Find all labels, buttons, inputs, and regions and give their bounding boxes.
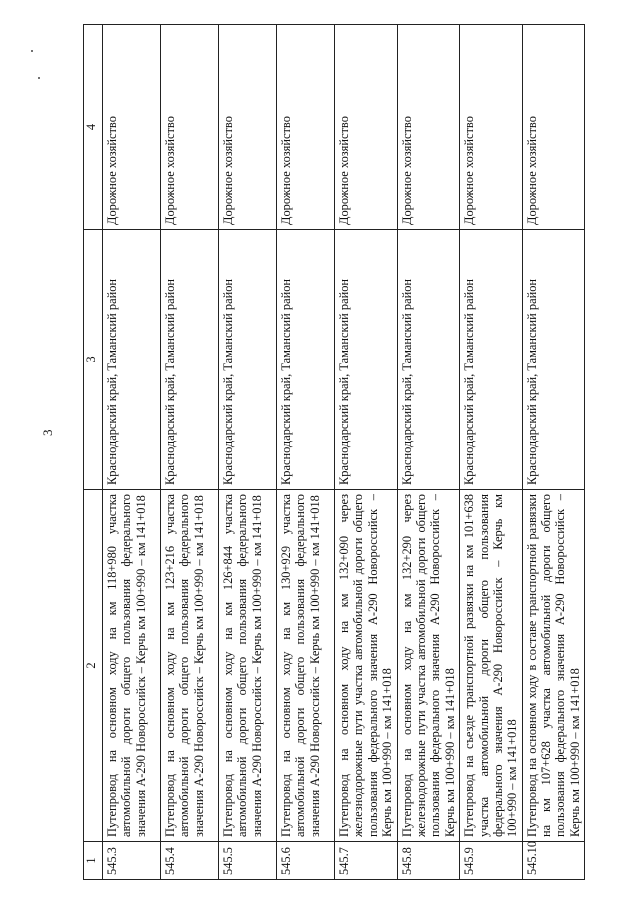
row-number: 545.4 [161,842,219,880]
object-category: Дорожное хозяйство [219,25,277,230]
row-number: 545.8 [397,842,460,880]
table-row [103,25,161,880]
object-location: Краснодарский край, Таманский район [522,230,585,490]
object-category: Дорожное хозяйство [522,25,585,230]
object-category: Дорожное хозяйство [460,25,523,230]
page-number: 3 [40,429,55,436]
table-row [161,25,219,880]
table-row [277,25,335,880]
column-header-3: 3 [84,230,103,490]
row-number: 545.9 [460,842,523,880]
object-description: Путепровод на основном ходу на км 130+929 участка автомобильной дороги общего пользования федерального значения А-290 Новороссийск – Керчь км 100+990 – км 141+018 [277,490,335,842]
object-description: Путепровод на съезде транспортной развязки на км 101+638 участка автомобильной дороги общего пользования федерального значения А-290 Новороссийск – Керчь км 100+990 – км 141+018 [460,490,523,842]
object-description: Путепровод на основном ходу на км 132+290 через железнодорожные пути участка автомобильной дороги общего пользования федерального значения А-290 Новороссийск – Керчь км 100+990 – км 141+018 [397,490,460,842]
row-number: 545.10 [522,842,585,880]
object-location: Краснодарский край, Таманский район [277,230,335,490]
column-header-1: 1 [84,842,103,880]
table-row [397,25,460,880]
row-number: 545.7 [335,842,398,880]
table-row [219,25,277,880]
row-number: 545.3 [103,842,161,880]
scan-speck [31,50,33,52]
object-description: Путепровод на основном ходу на км 132+090 через железнодорожные пути участка автомобильной дороги общего пользования федерального значения А-290 Новороссийск – Керчь км 100+990 – км 141+018 [335,490,398,842]
object-location: Краснодарский край, Таманский район [161,230,219,490]
object-description: Путепровод на основном ходу на км 118+980 участка автомобильной дороги общего пользования федерального значения А-290 Новороссийск – Керчь км 100+990 – км 141+018 [103,490,161,842]
object-category: Дорожное хозяйство [277,25,335,230]
object-category: Дорожное хозяйство [161,25,219,230]
object-description: Путепровод на основном ходу на км 123+216 участка автомобильной дороги общего пользования федерального значения А-290 Новороссийск – Керчь км 100+990 – км 141+018 [161,490,219,842]
object-location: Краснодарский край, Таманский район [460,230,523,490]
object-category: Дорожное хозяйство [335,25,398,230]
object-category: Дорожное хозяйство [103,25,161,230]
table-row [335,25,398,880]
table-row [522,25,585,880]
object-location: Краснодарский край, Таманский район [335,230,398,490]
scan-speck [38,77,40,79]
row-number: 545.6 [277,842,335,880]
object-location: Краснодарский край, Таманский район [397,230,460,490]
column-header-2: 2 [84,490,103,842]
object-category: Дорожное хозяйство [397,25,460,230]
objects-table [83,24,585,880]
table-row [460,25,523,880]
row-number: 545.5 [219,842,277,880]
object-location: Краснодарский край, Таманский район [219,230,277,490]
table-header-row [84,25,103,880]
column-header-4: 4 [84,25,103,230]
object-description: Путепровод на основном ходу на км 126+844 участка автомобильной дороги общего пользования федерального значения А-290 Новороссийск – Керчь км 100+990 – км 141+018 [219,490,277,842]
object-location: Краснодарский край, Таманский район [103,230,161,490]
object-description: Путепровод на основном ходу в составе транспортной развязки на км 107+628 участка автомобильной дороги общего пользования федерального значения А-290 Новороссийск – Керчь км 100+990 – км 141+018 [522,490,585,842]
rotated-table-container [83,25,582,880]
